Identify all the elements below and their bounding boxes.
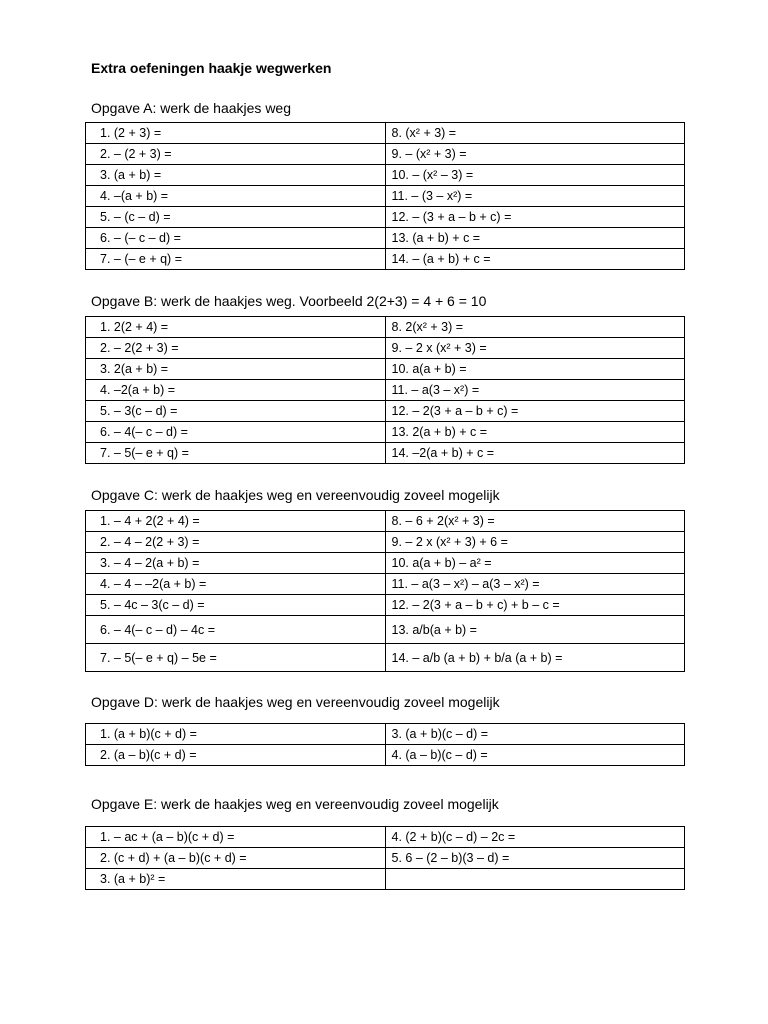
exercise-cell: 3. (a + b)(c – d) = — [385, 724, 685, 745]
exercise-cell: 3. 2(a + b) = — [86, 359, 386, 380]
exercise-cell: 14. –2(a + b) + c = — [385, 443, 685, 464]
exercise-cell: 12. – 2(3 + a – b + c) = — [385, 401, 685, 422]
exercise-cell: 4. – 4 – –2(a + b) = — [86, 574, 386, 595]
exercise-cell: 8. 2(x² + 3) = — [385, 317, 685, 338]
table-row — [86, 422, 685, 443]
table-row — [86, 317, 685, 338]
table-row — [86, 249, 685, 270]
table-row — [86, 574, 685, 595]
exercise-cell: 13. 2(a + b) + c = — [385, 422, 685, 443]
exercise-cell: 2. – 4 – 2(2 + 3) = — [86, 532, 386, 553]
exercise-cell: 1. (2 + 3) = — [86, 123, 386, 144]
exercise-cell: 4. –(a + b) = — [86, 186, 386, 207]
exercise-cell: 1. 2(2 + 4) = — [86, 317, 386, 338]
exercise-cell: 8. – 6 + 2(x² + 3) = — [385, 511, 685, 532]
exercise-cell: 10. a(a + b) – a² = — [385, 553, 685, 574]
exercise-cell: 5. 6 – (2 – b)(3 – d) = — [385, 848, 685, 869]
table-row — [86, 443, 685, 464]
table-row — [86, 186, 685, 207]
page-title: Extra oefeningen haakje wegwerken — [91, 60, 332, 76]
exercise-cell: 14. – a/b (a + b) + b/a (a + b) = — [385, 644, 685, 672]
exercise-cell: 7. – 5(– e + q) – 5e = — [86, 644, 386, 672]
exercise-cell: 9. – 2 x (x² + 3) + 6 = — [385, 532, 685, 553]
exercise-cell: 5. – (c – d) = — [86, 207, 386, 228]
exercise-cell — [385, 869, 685, 890]
exercise-cell: 2. – (2 + 3) = — [86, 144, 386, 165]
exercise-cell: 4. –2(a + b) = — [86, 380, 386, 401]
exercise-cell: 7. – 5(– e + q) = — [86, 443, 386, 464]
exercise-cell: 3. – 4 – 2(a + b) = — [86, 553, 386, 574]
exercise-cell: 3. (a + b)² = — [86, 869, 386, 890]
section-heading-b: Opgave B: werk de haakjes weg. Voorbeeld 2(2+3) = 4 + 6 = 10 — [91, 293, 487, 309]
table-row — [86, 123, 685, 144]
table-row — [86, 207, 685, 228]
table-row — [86, 553, 685, 574]
table-row — [86, 644, 685, 672]
table-row — [86, 401, 685, 422]
section-heading-c: Opgave C: werk de haakjes weg en vereenvoudig zoveel mogelijk — [91, 487, 500, 503]
exercise-cell: 11. – a(3 – x²) = — [385, 380, 685, 401]
exercise-cell: 3. (a + b) = — [86, 165, 386, 186]
table-row — [86, 359, 685, 380]
exercise-table-e — [85, 826, 685, 890]
exercise-cell: 9. – (x² + 3) = — [385, 144, 685, 165]
table-row — [86, 144, 685, 165]
exercise-cell: 6. – (– c – d) = — [86, 228, 386, 249]
exercise-cell: 6. – 4(– c – d) = — [86, 422, 386, 443]
exercise-cell: 5. – 3(c – d) = — [86, 401, 386, 422]
exercise-cell: 2. – 2(2 + 3) = — [86, 338, 386, 359]
exercise-cell: 1. – ac + (a – b)(c + d) = — [86, 827, 386, 848]
table-row — [86, 616, 685, 644]
exercise-cell: 10. a(a + b) = — [385, 359, 685, 380]
exercise-cell: 4. (a – b)(c – d) = — [385, 745, 685, 766]
exercise-cell: 14. – (a + b) + c = — [385, 249, 685, 270]
exercise-cell: 10. – (x² – 3) = — [385, 165, 685, 186]
exercise-cell: 13. a/b(a + b) = — [385, 616, 685, 644]
exercise-table-d — [85, 723, 685, 766]
exercise-cell: 11. – a(3 – x²) – a(3 – x²) = — [385, 574, 685, 595]
table-row — [86, 595, 685, 616]
table-row — [86, 848, 685, 869]
table-row — [86, 532, 685, 553]
table-row — [86, 165, 685, 186]
exercise-table-c — [85, 510, 685, 672]
exercise-cell: 1. – 4 + 2(2 + 4) = — [86, 511, 386, 532]
exercise-table-b — [85, 316, 685, 464]
exercise-cell: 13. (a + b) + c = — [385, 228, 685, 249]
section-heading-d: Opgave D: werk de haakjes weg en vereenvoudig zoveel mogelijk — [91, 694, 500, 710]
exercise-cell: 2. (a – b)(c + d) = — [86, 745, 386, 766]
table-row — [86, 745, 685, 766]
exercise-cell: 11. – (3 – x²) = — [385, 186, 685, 207]
exercise-cell: 2. (c + d) + (a – b)(c + d) = — [86, 848, 386, 869]
exercise-cell: 7. – (– e + q) = — [86, 249, 386, 270]
exercise-cell: 4. (2 + b)(c – d) – 2c = — [385, 827, 685, 848]
table-row — [86, 511, 685, 532]
table-row — [86, 724, 685, 745]
exercise-cell: 1. (a + b)(c + d) = — [86, 724, 386, 745]
table-row — [86, 228, 685, 249]
exercise-cell: 8. (x² + 3) = — [385, 123, 685, 144]
exercise-cell: 6. – 4(– c – d) – 4c = — [86, 616, 386, 644]
exercise-cell: 5. – 4c – 3(c – d) = — [86, 595, 386, 616]
table-row — [86, 380, 685, 401]
table-row — [86, 338, 685, 359]
section-heading-a: Opgave A: werk de haakjes weg — [91, 100, 292, 116]
exercise-cell: 12. – 2(3 + a – b + c) + b – c = — [385, 595, 685, 616]
table-row — [86, 827, 685, 848]
table-row — [86, 869, 685, 890]
section-heading-e: Opgave E: werk de haakjes weg en vereenvoudig zoveel mogelijk — [91, 796, 499, 812]
exercise-cell: 12. – (3 + a – b + c) = — [385, 207, 685, 228]
exercise-table-a — [85, 122, 685, 270]
exercise-cell: 9. – 2 x (x² + 3) = — [385, 338, 685, 359]
